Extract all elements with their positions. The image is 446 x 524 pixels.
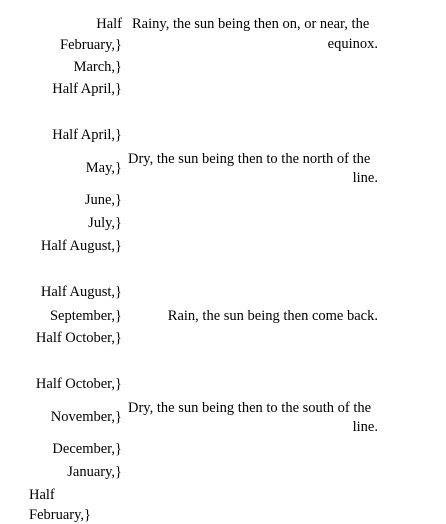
season-description-line1: Rain, the sun being then come back.: [167, 308, 378, 324]
month-half-october: Half October,}: [35, 376, 122, 392]
season-description-line1: Dry, the sun being then to the south of the: [128, 400, 372, 416]
month-september: September,}: [49, 308, 122, 324]
season-description-line1: Rainy, the sun being then on, or near, the: [132, 16, 370, 32]
month-march: March,}: [73, 59, 122, 75]
month-half-label: Half: [29, 487, 55, 503]
month-half-label: Half: [96, 16, 122, 32]
month-half-april: Half April,}: [52, 81, 122, 97]
month-half-april: Half April,}: [52, 127, 122, 143]
month-half-august: Half August,}: [40, 238, 122, 254]
month-half-october: Half October,}: [35, 330, 122, 346]
month-june: June,}: [84, 192, 122, 208]
month-half-august: Half August,}: [40, 284, 122, 300]
month-february: February,}: [60, 37, 122, 53]
season-description-line2: line.: [352, 170, 378, 186]
season-description-line2: equinox.: [327, 36, 378, 52]
season-description-line1: Dry, the sun being then to the north of the: [128, 151, 371, 167]
month-may: May,}: [85, 160, 122, 176]
month-november: November,}: [50, 409, 122, 425]
season-description-line2: line.: [352, 419, 378, 435]
month-february: February,}: [29, 507, 91, 523]
month-july: July,}: [88, 215, 122, 231]
month-december: December,}: [52, 441, 122, 457]
month-january: January,}: [67, 464, 122, 480]
